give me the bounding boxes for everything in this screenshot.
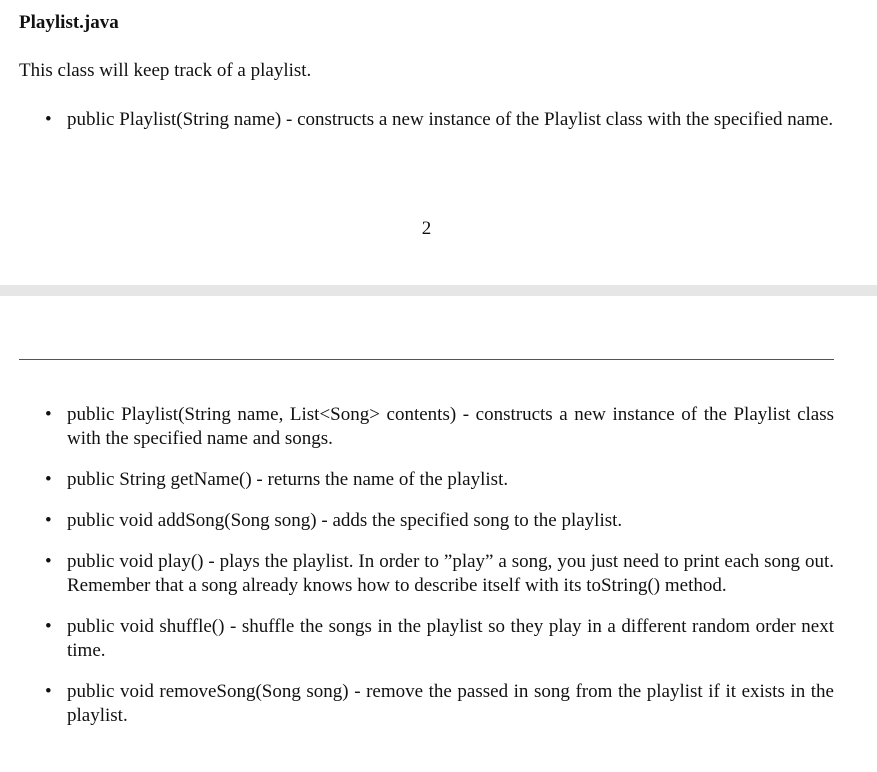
list-item <box>0 680 834 728</box>
bullet-icon: • <box>45 510 52 531</box>
method-description: public Playlist(String name) - constructs a new instance of the Playlist class with the specified name. <box>67 109 834 130</box>
section-heading: Playlist.java <box>19 12 119 33</box>
bullet-icon: • <box>45 616 52 637</box>
bullet-icon: • <box>45 404 52 425</box>
bullet-icon: • <box>45 681 52 702</box>
page-separator <box>0 285 877 296</box>
document-page-2 <box>0 0 877 285</box>
bullet-icon: • <box>45 109 52 130</box>
list-item <box>0 509 834 533</box>
bullet-icon: • <box>45 469 52 490</box>
list-item <box>0 615 834 663</box>
horizontal-rule <box>19 359 834 360</box>
list-item <box>0 108 834 132</box>
bullet-icon: • <box>45 551 52 572</box>
method-list-page-2 <box>0 403 834 728</box>
list-item <box>0 403 834 451</box>
method-description: public void removeSong(Song song) - remove the passed in song from the playlist if it exists in the playlist. <box>67 681 834 726</box>
intro-paragraph: This class will keep track of a playlist. <box>19 60 312 81</box>
method-description: public void addSong(Song song) - adds the specified song to the playlist. <box>67 510 623 531</box>
document-page-3 <box>0 296 877 772</box>
list-item <box>0 550 834 598</box>
method-list-page-1 <box>0 108 834 132</box>
method-description: public void play() - plays the playlist. In order to ”play” a song, you just need to print each song out. Remember that a song already knows how to describe itself with its toString() method. <box>67 551 834 596</box>
method-description: public String getName() - returns the name of the playlist. <box>67 469 509 490</box>
method-description: public void shuffle() - shuffle the songs in the playlist so they play in a different random order next time. <box>67 616 834 661</box>
method-description: public Playlist(String name, List<Song> contents) - constructs a new instance of the Playlist class with the specified name and songs. <box>67 404 834 449</box>
list-item <box>0 468 834 492</box>
page-number: 2 <box>421 218 432 239</box>
